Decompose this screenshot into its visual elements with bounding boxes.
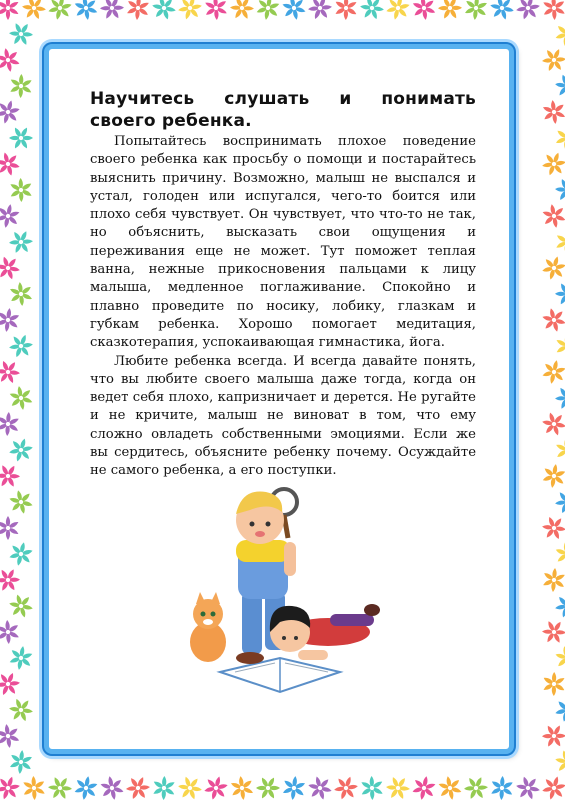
flower-icon: [281, 775, 307, 800]
flower-icon: [5, 18, 37, 51]
flower-icon: [5, 122, 37, 154]
flower-icon: [356, 772, 388, 800]
flower-icon: [0, 516, 19, 540]
flower-icon: [147, 0, 180, 25]
flower-icon: [96, 0, 127, 24]
flower-icon: [542, 567, 565, 593]
flower-icon: [175, 0, 204, 23]
flower-icon: [46, 0, 74, 22]
flower-icon: [255, 0, 282, 22]
flower-icon: [0, 202, 22, 230]
flower-icon: [537, 303, 565, 336]
flower-icon: [538, 616, 565, 649]
flower-icon: [5, 693, 38, 726]
flower-icon: [0, 147, 25, 180]
flower-icon: [538, 512, 565, 545]
flower-icon: [126, 0, 151, 21]
flower-icon: [174, 771, 207, 800]
flower-icon: [551, 330, 565, 362]
flower-icon: [331, 773, 361, 800]
flower-icon: [9, 74, 33, 99]
flower-icon: [551, 69, 565, 102]
flower-icon: [0, 43, 25, 76]
flower-icon: [334, 0, 357, 20]
flower-icon: [540, 773, 565, 800]
flower-icon: [538, 720, 565, 752]
flower-icon: [555, 229, 565, 254]
flower-icon: [4, 589, 37, 622]
flower-icon: [542, 672, 565, 696]
flower-icon: [512, 771, 545, 800]
flower-icon: [7, 540, 35, 569]
flower-icon: [382, 772, 415, 800]
flower-icon: [0, 356, 24, 389]
article-paragraph-2: Любите ребенка всегда. И всегда давайте понять, что вы любите своего малыша даже тогда, когда он ведет себя плохо, капризничает и дерется. Не ругайте и не кричите, малыш не виноват в том, что ему сложно овладеть собственными эмоциями. Если же вы сердитесь, объясните ребенку почему. Осуждайте не самого ребенка, а его поступки.: [90, 353, 476, 479]
flower-icon: [553, 695, 565, 724]
flower-icon: [540, 253, 565, 283]
flower-icon: [252, 772, 284, 800]
flower-icon: [277, 0, 310, 25]
article-paragraph-1: Попытайтесь воспринимать плохое поведение своего ребенка как просьбу о помощи и постарайтесь выяснить причину. Возможно, малыш не выспался и устал, голоден или испугался, чего-то боится или плохо себя чувствует. Он чувствует, что что-то не так, но объяснить, высказать свои ощущения и переживания еще не может. Тут поможет теплая ванна, нежные прикосновения пальцами к лицу малыша, медленное поглаживание. Спокойно и плавно проведите по носику, лобику, глазкам и губкам ребенка. Хорошо помогает медитация, сказкотерапия, успокаивающая гимнастика, йога.: [90, 134, 476, 351]
flower-icon: [540, 358, 565, 387]
flower-icon: [541, 462, 565, 489]
flower-icon: [0, 564, 24, 596]
flower-icon: [550, 641, 565, 674]
flower-icon: [18, 772, 51, 800]
flower-icon: [551, 434, 565, 467]
flower-icon: [226, 0, 258, 24]
flower-icon: [303, 771, 336, 800]
flower-icon: [0, 307, 21, 334]
flower-icon: [554, 125, 565, 152]
flower-icon: [0, 616, 24, 648]
flower-icon: [18, 0, 51, 24]
article-title: Научитесь слушать и понимать своего ребенка.: [90, 89, 476, 131]
flower-icon: [490, 775, 514, 800]
flower-icon: [550, 745, 565, 778]
flower-icon: [553, 20, 565, 48]
flower-icon: [123, 772, 154, 800]
flower-icon: [8, 644, 35, 672]
flower-icon: [226, 772, 259, 800]
flower-icon: [200, 0, 233, 24]
flower-icon: [0, 460, 24, 492]
flower-icon: [0, 668, 23, 699]
flower-icon: [485, 0, 518, 25]
flower-icon: [356, 0, 389, 25]
flower-icon: [460, 772, 491, 800]
children-reading-illustration: [180, 482, 380, 702]
flower-icon: [538, 0, 565, 24]
flower-icon: [551, 278, 565, 310]
flower-icon: [539, 149, 565, 180]
flower-icon: [0, 773, 23, 800]
flower-icon: [552, 591, 565, 621]
flower-icon: [305, 0, 336, 24]
flower-icon: [0, 0, 19, 20]
flower-icon: [551, 174, 565, 207]
flower-icon: [202, 773, 231, 800]
flower-icon: [538, 96, 565, 129]
flower-icon: [5, 278, 38, 311]
flower-icon: [384, 0, 412, 23]
flower-icon: [95, 771, 128, 800]
flower-icon: [434, 0, 466, 24]
flower-icon: [5, 174, 37, 206]
flower-icon: [537, 199, 565, 232]
flower-icon: [72, 774, 99, 800]
flower-icon: [0, 411, 20, 437]
flower-icon: [152, 776, 176, 800]
flower-icon: [5, 226, 36, 258]
flower-icon: [6, 331, 36, 362]
flower-icon: [513, 0, 543, 23]
flower-icon: [0, 97, 22, 126]
flower-icon: [0, 720, 25, 753]
flower-icon: [4, 382, 37, 415]
flower-icon: [69, 0, 102, 24]
flower-icon: [552, 486, 565, 517]
flower-icon: [433, 771, 466, 800]
flower-icon: [8, 749, 33, 775]
flower-icon: [537, 407, 565, 440]
flower-icon: [6, 435, 35, 465]
flower-icon: [551, 382, 565, 414]
flower-icon: [44, 772, 76, 800]
flower-icon: [550, 538, 565, 571]
flower-icon: [4, 485, 37, 518]
flower-icon: [410, 774, 437, 800]
article: [90, 88, 476, 481]
flower-icon: [407, 0, 440, 24]
flower-icon: [539, 44, 565, 75]
flower-icon: [0, 251, 24, 284]
flower-icon: [463, 0, 488, 21]
